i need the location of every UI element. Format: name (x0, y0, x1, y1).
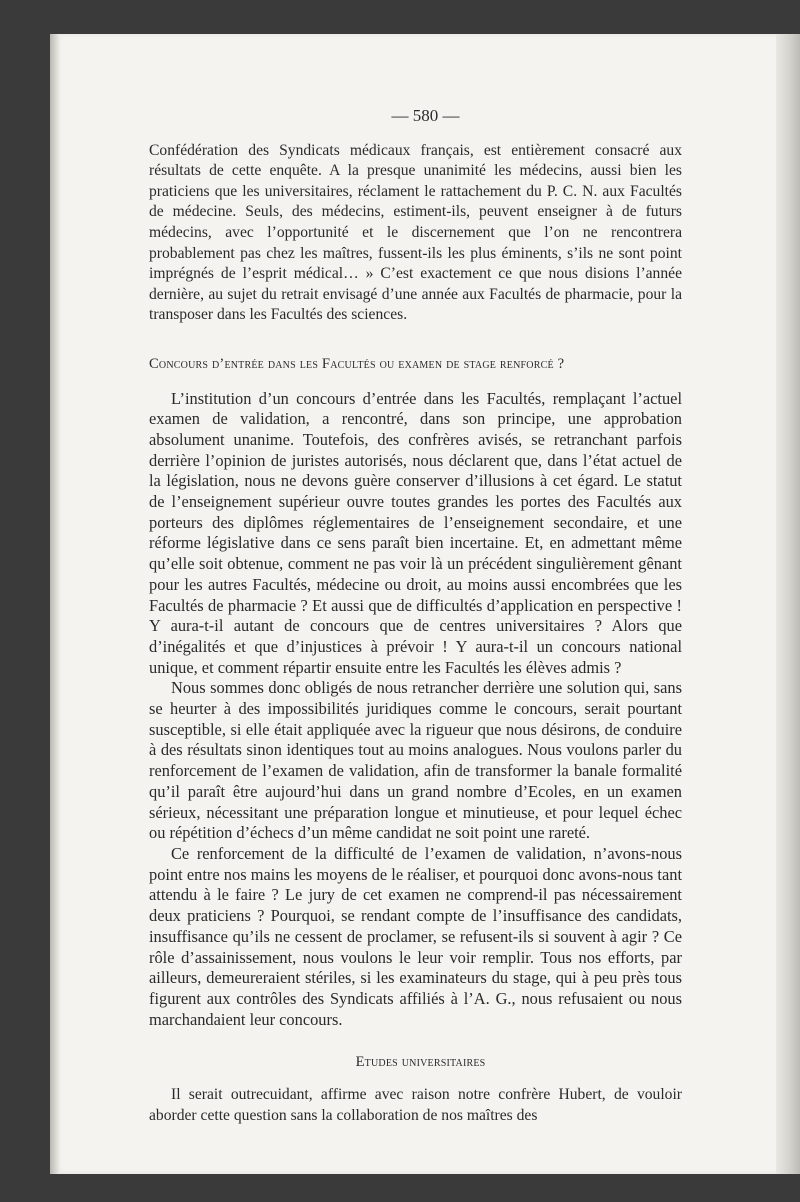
page-content (149, 106, 682, 1126)
paragraph-etudes-1: Il serait outrecuidant, affirme avec raison notre confrère Hubert, de vouloir aborder cette question sans la collaboration de nos maîtres des (149, 1085, 682, 1124)
paragraph-concours-2: Nous sommes donc obligés de nous retrancher derrière une solution qui, sans se heurter à des impossibilités juridiques comme le concours, serait pourtant susceptible, si elle était appliquée avec la rigueur que nous désirons, de conduire à des résultats sinon identiques tout au moins analogues. Nous voulons parler du renforcement de l’examen de validation, afin de transformer la banale formalité qu’il paraît être aujourd’hui dans un grand nombre d’Ecoles, en un examen sérieux, nécessitant une préparation longue et minutieuse, et pour lequel échec ou répétition d’échecs d’un même candidat ne soit point une rareté. (149, 678, 682, 843)
paragraph-concours-1: L’institution d’un concours d’entrée dans les Facultés, remplaçant l’actuel examen de validation, a rencontré, dans son principe, une approbation absolument unanime. Toutefois, des confrères avisés, se retranchant parfois derrière l’opinion de juristes autorisés, nous déclarent que, dans l’état actuel de la législation, nous ne devons guère conserver d’illusions à cet égard. Le statut de l’enseignement supérieur ouvre toutes grandes les portes des Facultés aux porteurs des diplômes réglementaires de l’enseignement secondaire, et une réforme législative dans ce sens paraît bien incertaine. Et, en admettant même qu’elle soit obtenue, comment ne pas voir là un précédent singulièrement gênant pour les autres Facultés, médecine ou droit, au moins aussi encombrées que les Facultés de pharmacie ? Et aussi que de difficultés d’application en perspective ! Y aura-t-il autant de concours que de centres universitaires ? Alors que d’inégalités et que d’injustices à prévoir ! Y aura-t-il un concours national unique, et comment répartir ensuite entre les Facultés les élèves admis ? (149, 388, 682, 677)
section-heading-concours: Concours d’entrée dans les Facultés ou examen de stage renforcé ? (149, 355, 565, 372)
intro-paragraph: Confédération des Syndicats médicaux français, est entièrement consacré aux résultats de cette enquête. A la presque unanimité les médecins, aussi bien les praticiens que les universitaires, réclament le rattachement du P. C. N. aux Facultés de médecine. Seuls, des médecins, estiment-ils, peuvent enseigner à de futurs médecins, avec l’opportunité et le discernement que l’on ne rencontrera probablement pas chez les maîtres, fussent-ils les plus éminents, s’ils ne sont point imprégnés de l’esprit médical… » C’est exactement ce que nous disions l’année dernière, au sujet du retrait envisagé d’une année aux Facultés de pharmacie, pour la transposer dans les Facultés des sciences. (149, 141, 682, 324)
page-number: — 580 — (391, 106, 460, 125)
section-heading-etudes: Etudes universitaires (355, 1054, 486, 1071)
page-edge (776, 34, 800, 1174)
paragraph-concours-3: Ce renforcement de la difficulté de l’examen de validation, n’avons-nous point entre nos mains les moyens de le réaliser, et pourquoi donc avons-nous tant attendu à le faire ? Le jury de cet examen ne comprend-il pas nécessairement deux praticiens ? Pourquoi, se rendant compte de l’insuffisance des candidats, insuffisance qu’ils ne cessent de proclamer, se refusent-ils si souvent à agir ? Ce rôle d’assainissement, nous voulons le leur voir remplir. Tous nos efforts, par ailleurs, demeureraient stériles, si les examinateurs du stage, qui à peu près tous figurent aux contrôles des Syndicats affiliés à l’A. G., nous refusaient ou nous marchandaient leur concours. (149, 844, 682, 1029)
